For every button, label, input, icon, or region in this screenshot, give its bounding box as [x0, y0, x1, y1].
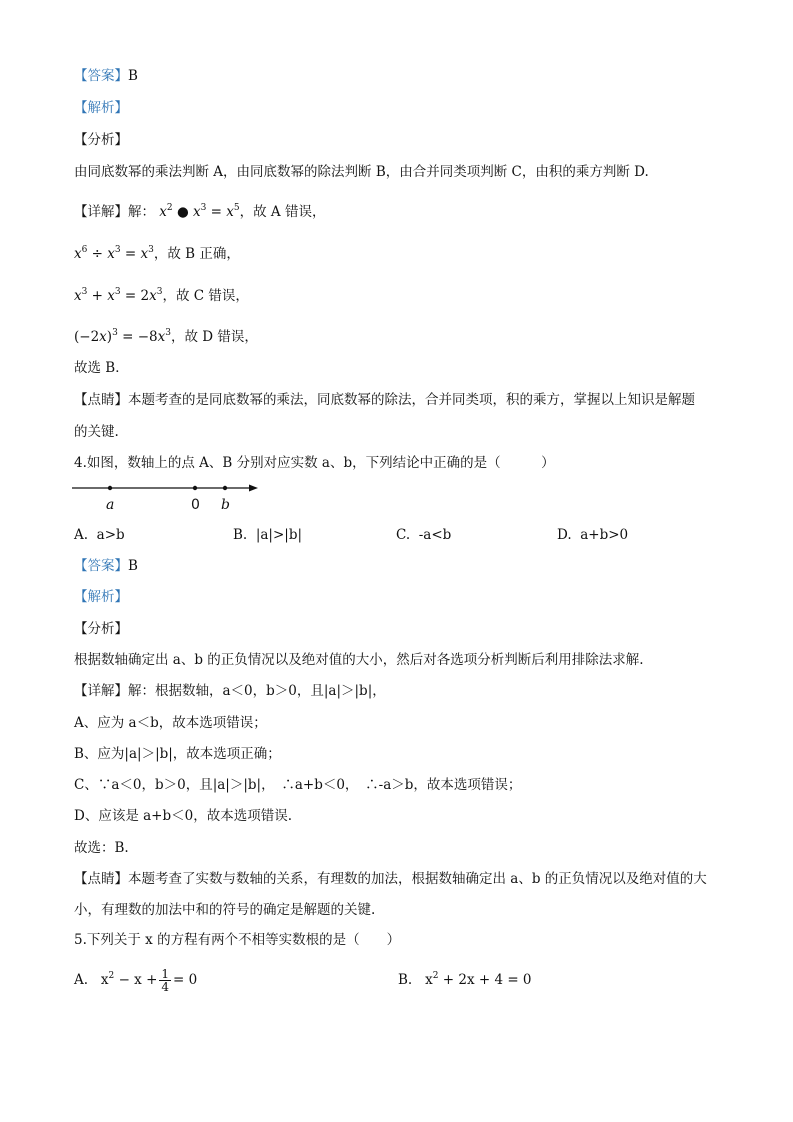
q4-conclusion: 故选：B.: [74, 840, 129, 856]
q4-stem: 4.如图，数轴上的点 A、B 分别对应实数 a、b，下列结论中正确的是（ ）: [74, 455, 555, 471]
point-a-dot: [108, 486, 112, 490]
comment-text: 本题考查了实数与数轴的关系，有理数的加法，根据数轴确定出 a、b 的正负情况以及绝对值的大: [128, 871, 707, 887]
option-a-equation: $x^2 - x$ + $\frac{1}{4}$ = 0: [100, 967, 198, 994]
q3-detail-line3: [74, 282, 249, 306]
q4-comment-line1: [74, 869, 707, 889]
option-letter: B.: [398, 972, 413, 988]
q4-detail-d: D、应该是 a+b＜0，故本选项错误.: [74, 808, 292, 824]
detail-prefix: 解：: [128, 204, 155, 220]
q4-detail-line: [74, 681, 386, 701]
q4-fenxi-text: 根据数轴确定出 a、b 的正负情况以及绝对值的大小，然后对各选项分析判断后利用排除法求解.: [74, 652, 644, 668]
q3-comment-line1: [74, 390, 695, 410]
q3-conclusion: 故选 B．: [74, 360, 129, 376]
q4-option-b: [233, 525, 302, 545]
line2-tail: ，故 B 正确，: [153, 246, 240, 262]
label-zero: 0: [191, 497, 200, 513]
detail-tag: 【详解】: [74, 204, 128, 220]
q4-fenxi-tag: 【分析】: [74, 621, 128, 637]
q3-fenxi-tag: 【分析】: [74, 132, 128, 148]
q3-fenxi-text: 由同底数幂的乘法判断 A，由同底数幂的除法判断 B，由合并同类项判断 C，由积的乘方判断 D.: [74, 164, 649, 180]
q5-stem: 5.下列关于 x 的方程有两个不相等实数根的是（ ）: [74, 932, 401, 948]
q4-comment-line2: 小，有理数的加法中和的符号的确定是解题的关键.: [74, 902, 376, 918]
formula-2: $x^6 \div x^3 = x^3$: [74, 245, 154, 262]
q4-detail-b: B、应为|a|＞|b|，故本选项正确；: [74, 746, 281, 762]
option-text: a>b: [96, 527, 125, 543]
q4-detail-a: A、应为 a＜b，故本选项错误；: [74, 715, 267, 731]
answer-tag: 【答案】: [74, 558, 128, 574]
option-text: |a|>|b|: [255, 527, 303, 543]
q5-option-a: [74, 966, 197, 993]
number-line-arrow: [249, 485, 258, 492]
point-b-dot: [223, 486, 227, 490]
detail-text: 解：根据数轴，a＜0，b＞0，且|a|＞|b|，: [128, 683, 386, 699]
q4-option-c: [396, 525, 451, 545]
q4-analysis-tag: 【解析】: [74, 589, 128, 605]
detail-tag: 【详解】: [74, 683, 128, 699]
answer-value: B: [128, 558, 138, 574]
answer-tag: 【答案】: [74, 68, 128, 84]
line4-tail: ，故 D 错误，: [170, 329, 258, 345]
q4-option-a: [74, 525, 125, 545]
answer-value: B: [128, 68, 138, 84]
point-zero-dot: [193, 486, 197, 490]
line3-tail: ，故 C 错误，: [162, 288, 249, 304]
fraction-one-quarter: $\frac{1}{4}$: [161, 967, 170, 994]
line1-tail: ，故 A 错误，: [239, 204, 326, 220]
q4-detail-c: C、∵a＜0，b＞0，且|a|＞|b|， ∴a+b＜0， ∴-a＞b，故本选项错误；: [74, 777, 522, 793]
option-text: a+b>0: [580, 527, 629, 543]
q5-option-b: [398, 966, 532, 990]
q3-detail-line1: [74, 198, 325, 222]
option-letter: B.: [233, 527, 248, 543]
comment-tag: 【点睛】: [74, 871, 128, 887]
q3-detail-line4: [74, 323, 258, 347]
number-line-figure: [70, 476, 260, 516]
option-letter: A.: [74, 972, 89, 988]
option-b-equation: $x^2 + 2x + 4 = 0$: [425, 971, 532, 988]
option-text: -a<b: [418, 527, 452, 543]
q3-answer-line: [74, 66, 138, 86]
formula-3: $x^3 + x^3 = 2x^3$: [74, 287, 163, 304]
option-letter: A.: [74, 527, 89, 543]
comment-text: 本题考查的是同底数幂的乘法，同底数幂的除法，合并同类项，积的乘方，掌握以上知识是解题: [128, 392, 695, 408]
q4-answer-line: [74, 556, 138, 576]
q3-analysis-tag: 【解析】: [74, 100, 128, 116]
option-letter: C.: [396, 527, 411, 543]
q3-detail-line2: [74, 240, 240, 264]
q4-option-d: [557, 525, 628, 545]
label-b: b: [221, 497, 230, 513]
option-letter: D.: [557, 527, 572, 543]
comment-tag: 【点睛】: [74, 392, 128, 408]
q3-comment-line2: 的关键.: [74, 424, 119, 440]
formula-1: $x^2$ ● $x^3 = x^5$: [159, 203, 240, 220]
formula-4: $(-2x)^3 = -8x^3$: [74, 328, 171, 345]
label-a: a: [106, 497, 115, 513]
